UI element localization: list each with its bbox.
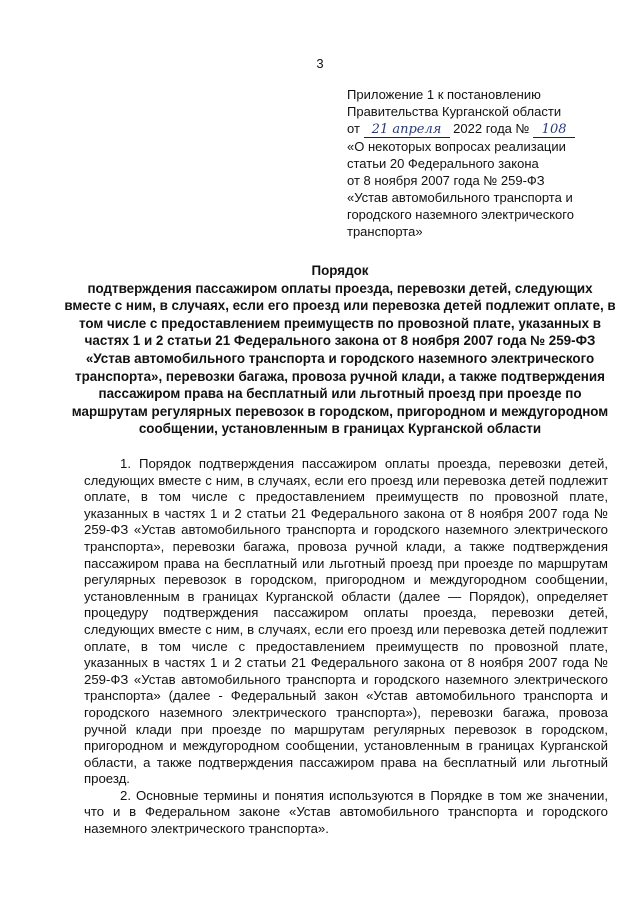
paragraph-1: 1. Порядок подтверждения пассажиром оплаты проезда, перевозки детей, следующих вместе с ним, в случаях, если его проезд или перевозка детей подлежит оплате, в том числе с предоставлением преимуществ по провозной плате, указанных в частях 1 и 2 статьи 21 Федерального закона от 8 ноября 2007 года № 259-ФЗ «Устав автомобильного транспорта и городского наземного электрического транспорта», перевозки багажа, провоза ручной клади, а также подтверждения пассажиром права на бесплатный или льготный проезд при проезде по маршрутам регулярных перевозок в городском, пригородном и междугородном сообщении, установленным в границах Курганской области (далее — Порядок), определяет процедуру подтверждения пассажиром оплаты проезда, перевозки детей, следующих вместе с ним, в случаях, если его проезд или перевозка детей подлежит оплате, в том числе с предоставлением преимуществ по провозной плате, указанных в частях 1 и 2 статьи 21 Федерального закона от 8 ноября 2007 года № 259-ФЗ «Устав автомобильного транспорта и городского наземного электрического транспорта» (далее - Федеральный закон «Устав автомобильного транспорта и городского наземного электрического транспорта»), перевозки багажа, провоза ручной клади при проезде по маршрутам регулярных перевозок в городском, пригородном и междугородном сообщении, установленным в границах Курганской области, а также подтверждения пассажиром права на бесплатный или льготный проезд.	[84, 456, 608, 787]
year-text: 2022 года №	[453, 121, 530, 136]
document-body	[84, 456, 608, 838]
title-heading: Порядок	[311, 263, 369, 278]
handwritten-date: 21 апреля	[364, 123, 450, 138]
appendix-line-2: Правительства Курганской области	[347, 104, 562, 119]
appendix-line-1: Приложение 1 к постановлению	[347, 87, 541, 102]
document-title	[64, 262, 616, 438]
appendix-line-9: транспорта»	[347, 224, 423, 239]
appendix-date-line	[347, 120, 617, 138]
appendix-line-7: «Устав автомобильного транспорта и	[347, 190, 573, 205]
appendix-line-6: от 8 ноября 2007 года № 259-ФЗ	[347, 173, 545, 188]
appendix-line-8: городского наземного электрического	[347, 207, 574, 222]
paragraph-2: 2. Основные термины и понятия используются в Порядке в том же значении, что и в Федеральном законе «Устав автомобильного транспорта и городского наземного электрического транспорта».	[84, 787, 608, 837]
page-number: 3	[316, 56, 324, 71]
handwritten-number: 108	[533, 123, 575, 138]
appendix-header	[347, 86, 617, 240]
appendix-line-5: статьи 20 Федерального закона	[347, 156, 539, 171]
appendix-line-4: «О некоторых вопросах реализации	[347, 139, 566, 154]
date-prefix: от	[347, 121, 360, 136]
title-subtitle: подтверждения пассажиром оплаты проезда, перевозки детей, следующих вместе с ним, в случаях, если его проезд или перевозка детей подлежит оплате, в том числе с предоставлением преимуществ по провозной плате, указанных в частях 1 и 2 статьи 21 Федерального закона от 8 ноября 2007 года № 259-ФЗ «Устав автомобильного транспорта и городского наземного электрического транспорта», перевозки багажа, провоза ручной клади, а также подтверждения пассажиром права на бесплатный или льготный проезд при проезде по маршрутам регулярных перевозок в городском, пригородном и междугородном сообщении, установленным в границах Курганской области	[64, 280, 616, 437]
